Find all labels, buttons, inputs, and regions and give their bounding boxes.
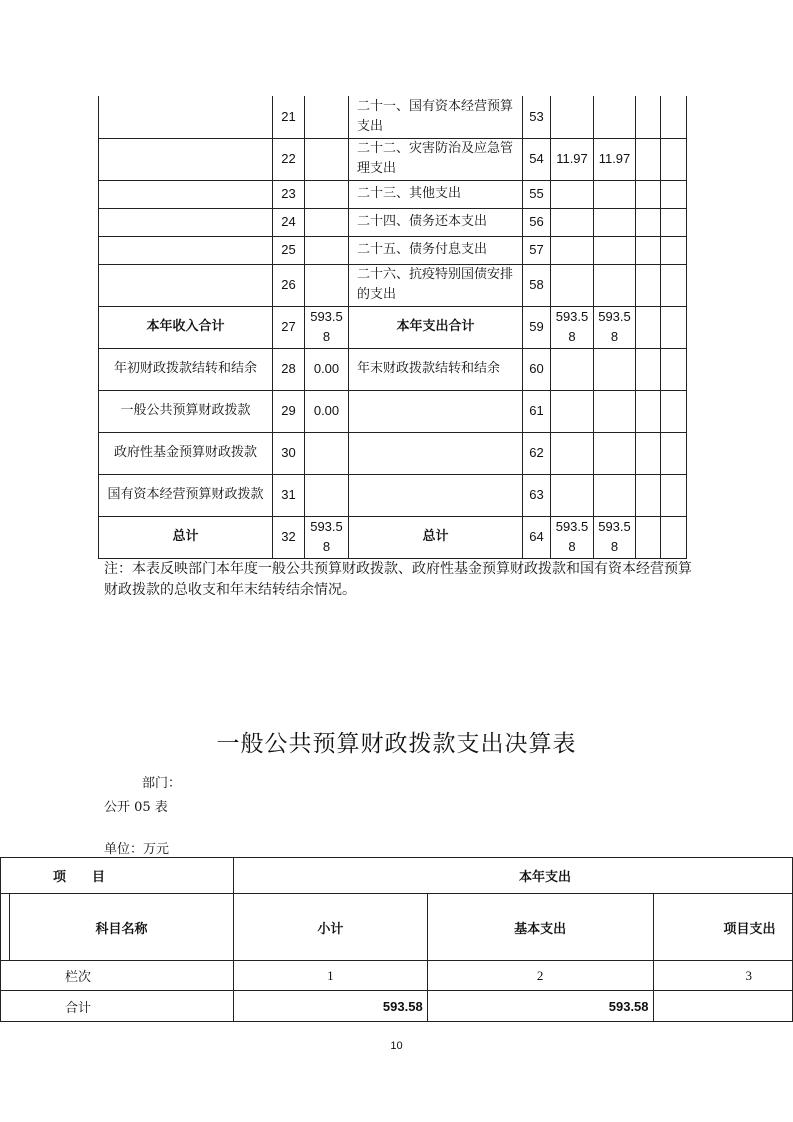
expense-row-no: 62 — [523, 432, 551, 474]
table-note: 注：本表反映部门本年度一般公共预算财政拨款、政府性基金预算财政拨款和国有资本经营预算财政拨款的总收支和年末结转结余情况。 — [104, 561, 692, 598]
income-row-no: 30 — [273, 432, 305, 474]
page-number: 10 — [390, 1040, 403, 1052]
expense-row-no: 63 — [523, 474, 551, 516]
expense-total: 593.58 — [551, 306, 594, 348]
income-row-no: 27 — [273, 306, 305, 348]
expense-total — [551, 432, 594, 474]
expense-other — [661, 306, 687, 348]
expense-project — [636, 180, 661, 208]
expense-other — [661, 96, 687, 138]
income-amount: 593.58 — [305, 516, 349, 558]
header-project-expense: 项目支出 — [653, 894, 792, 961]
income-expense-table — [98, 96, 687, 559]
expense-item: 二十一、国有资本经营预算支出 — [349, 96, 523, 138]
expense-total — [551, 96, 594, 138]
expense-other — [661, 180, 687, 208]
table-row — [99, 208, 687, 236]
expense-project — [636, 390, 661, 432]
expense-project — [636, 474, 661, 516]
expense-project — [636, 348, 661, 390]
header-basic-expense: 基本支出 — [427, 894, 653, 961]
expense-basic — [594, 96, 636, 138]
unit-label: 单位：万元 — [104, 842, 170, 857]
general-budget-expense-table — [0, 857, 793, 1022]
income-item — [99, 180, 273, 208]
form-code: 公开 05 表 — [104, 800, 168, 815]
table-row — [99, 180, 687, 208]
expense-total — [551, 348, 594, 390]
income-amount: 593.58 — [305, 306, 349, 348]
income-row-no: 24 — [273, 208, 305, 236]
expense-project — [636, 208, 661, 236]
header-item: 项 目 — [1, 858, 234, 894]
income-row-no: 28 — [273, 348, 305, 390]
column-number-2: 2 — [427, 961, 653, 991]
expense-total: 593.58 — [551, 516, 594, 558]
expense-project — [636, 138, 661, 180]
expense-row-no: 60 — [523, 348, 551, 390]
table-row — [99, 306, 687, 348]
table-row — [99, 474, 687, 516]
expense-item: 二十二、灾害防治及应急管理支出 — [349, 138, 523, 180]
table-row — [99, 236, 687, 264]
expense-basic: 11.97 — [594, 138, 636, 180]
expense-row-no: 64 — [523, 516, 551, 558]
expense-other — [661, 138, 687, 180]
total-project — [653, 991, 792, 1022]
expense-item — [349, 390, 523, 432]
table-row — [99, 96, 687, 138]
column-number-label: 栏次 — [1, 961, 234, 991]
table-row — [99, 138, 687, 180]
income-amount — [305, 208, 349, 236]
header-subject-name: 科目名称 — [10, 894, 234, 961]
header-year-expense: 本年支出 — [234, 858, 793, 894]
income-item — [99, 96, 273, 138]
expense-project — [636, 432, 661, 474]
column-number-1: 1 — [234, 961, 428, 991]
expense-row-no: 59 — [523, 306, 551, 348]
expense-project — [636, 306, 661, 348]
expense-other — [661, 208, 687, 236]
total-basic: 593.58 — [427, 991, 653, 1022]
income-row-no: 25 — [273, 236, 305, 264]
income-row-no: 22 — [273, 138, 305, 180]
expense-basic: 593.58 — [594, 516, 636, 558]
expense-other — [661, 432, 687, 474]
expense-total — [551, 474, 594, 516]
income-amount — [305, 432, 349, 474]
income-item: 本年收入合计 — [99, 306, 273, 348]
income-amount — [305, 264, 349, 306]
income-amount — [305, 96, 349, 138]
expense-item: 二十六、抗疫特别国债安排的支出 — [349, 264, 523, 306]
expense-basic — [594, 236, 636, 264]
table-row — [99, 516, 687, 558]
income-row-no: 21 — [273, 96, 305, 138]
income-item: 年初财政拨款结转和结余 — [99, 348, 273, 390]
income-row-no: 26 — [273, 264, 305, 306]
expense-row-no: 55 — [523, 180, 551, 208]
expense-basic: 593.58 — [594, 306, 636, 348]
income-item: 政府性基金预算财政拨款 — [99, 432, 273, 474]
income-row-no: 31 — [273, 474, 305, 516]
expense-item: 本年支出合计 — [349, 306, 523, 348]
expense-total — [551, 390, 594, 432]
income-row-no: 32 — [273, 516, 305, 558]
expense-other — [661, 348, 687, 390]
income-item — [99, 264, 273, 306]
expense-basic — [594, 390, 636, 432]
expense-item: 总计 — [349, 516, 523, 558]
expense-row-no: 58 — [523, 264, 551, 306]
income-amount: 0.00 — [305, 348, 349, 390]
table-row — [99, 432, 687, 474]
income-amount: 0.00 — [305, 390, 349, 432]
expense-item: 二十三、其他支出 — [349, 180, 523, 208]
expense-project — [636, 516, 661, 558]
expense-item: 年末财政拨款结转和结余 — [349, 348, 523, 390]
section-title: 一般公共预算财政拨款支出决算表 — [216, 731, 577, 757]
column-number-row — [1, 961, 793, 991]
expense-item: 二十四、债务还本支出 — [349, 208, 523, 236]
expense-other — [661, 264, 687, 306]
income-item — [99, 236, 273, 264]
expense-other — [661, 390, 687, 432]
expense-item: 二十五、债务付息支出 — [349, 236, 523, 264]
income-amount — [305, 138, 349, 180]
income-item: 一般公共预算财政拨款 — [99, 390, 273, 432]
header-row-1 — [1, 858, 793, 894]
income-amount — [305, 474, 349, 516]
total-label: 合计 — [1, 991, 234, 1022]
expense-row-no: 56 — [523, 208, 551, 236]
header-spacer — [1, 894, 10, 961]
income-item: 总计 — [99, 516, 273, 558]
expense-other — [661, 516, 687, 558]
header-subtotal: 小计 — [234, 894, 428, 961]
department-label: 部门： — [142, 776, 182, 791]
total-subtotal: 593.58 — [234, 991, 428, 1022]
expense-other — [661, 474, 687, 516]
table-row — [99, 348, 687, 390]
expense-project — [636, 236, 661, 264]
expense-basic — [594, 180, 636, 208]
income-item: 国有资本经营预算财政拨款 — [99, 474, 273, 516]
total-row — [1, 991, 793, 1022]
expense-basic — [594, 208, 636, 236]
income-amount — [305, 180, 349, 208]
expense-other — [661, 236, 687, 264]
income-item — [99, 138, 273, 180]
expense-row-no: 54 — [523, 138, 551, 180]
expense-total — [551, 264, 594, 306]
expense-basic — [594, 432, 636, 474]
expense-row-no: 53 — [523, 96, 551, 138]
expense-row-no: 57 — [523, 236, 551, 264]
table-row — [99, 390, 687, 432]
income-amount — [305, 236, 349, 264]
expense-project — [636, 264, 661, 306]
column-number-3: 3 — [653, 961, 792, 991]
expense-item — [349, 474, 523, 516]
expense-row-no: 61 — [523, 390, 551, 432]
expense-item — [349, 432, 523, 474]
income-item — [99, 208, 273, 236]
expense-basic — [594, 264, 636, 306]
expense-total — [551, 236, 594, 264]
header-row-2 — [1, 894, 793, 961]
table-row — [99, 264, 687, 306]
income-expense-table-body — [99, 96, 687, 558]
expense-project — [636, 96, 661, 138]
expense-total: 11.97 — [551, 138, 594, 180]
expense-basic — [594, 474, 636, 516]
expense-basic — [594, 348, 636, 390]
expense-total — [551, 180, 594, 208]
income-row-no: 23 — [273, 180, 305, 208]
expense-total — [551, 208, 594, 236]
income-row-no: 29 — [273, 390, 305, 432]
